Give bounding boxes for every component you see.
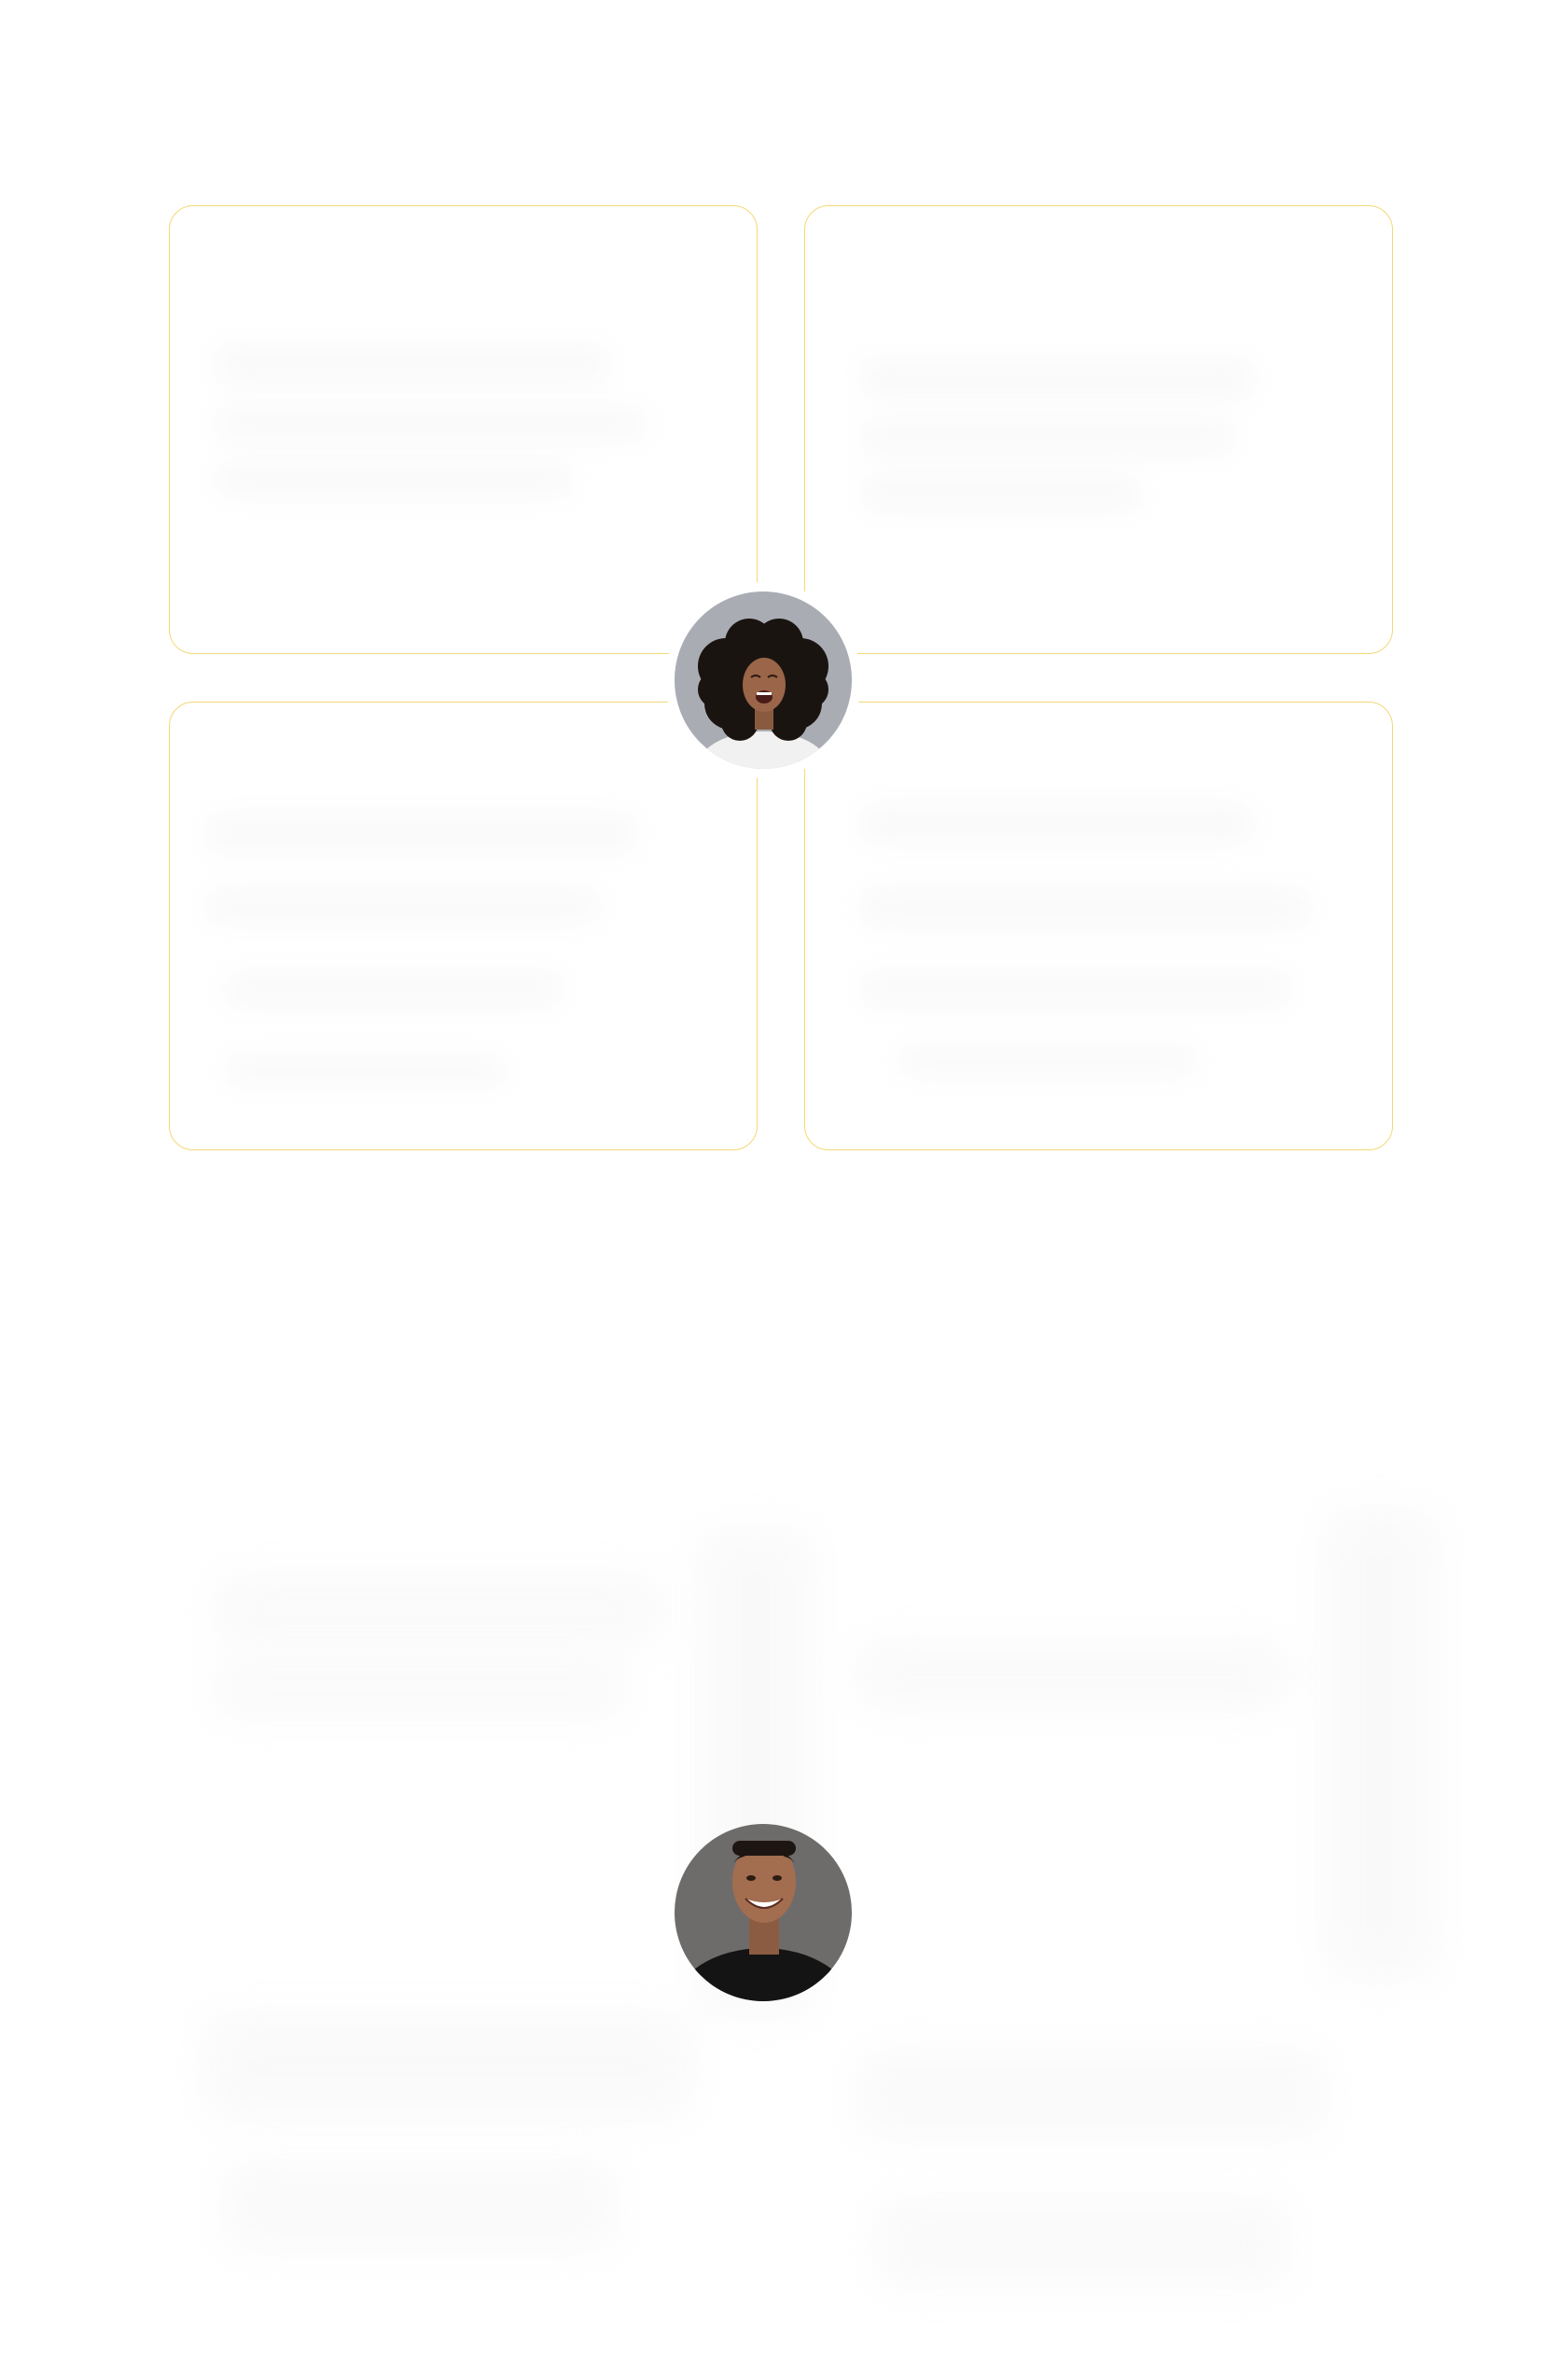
card-placeholder [216,463,571,496]
card-placeholder [861,889,1309,926]
woman-portrait-avatar-icon [675,592,852,769]
card-placeholder [216,407,646,440]
card-placeholder [207,889,599,923]
card-placeholder [898,1048,1197,1076]
testimonial-card-bottom-right [804,702,1393,1150]
faded-content-block [877,2202,1288,2286]
testimonial-card-top-right [804,205,1393,654]
card-placeholder [207,814,636,852]
faded-content-block [858,2053,1325,2136]
card-placeholder [226,1057,506,1085]
faded-content-block [215,1577,662,1642]
faded-content-block [224,2164,616,2248]
testimonial-card-bottom-left [169,702,758,1150]
faded-content-block [858,1642,1288,1707]
card-placeholder [861,360,1253,397]
testimonial-card-top-left [169,205,758,654]
faded-content-block [205,2015,690,2118]
card-placeholder [226,973,562,1007]
card-placeholder [861,421,1234,454]
faded-content-block [215,1661,625,1717]
card-placeholder [861,477,1141,510]
faded-content-block [1325,1511,1437,1978]
card-placeholder [216,346,608,383]
man-portrait-avatar-icon [675,1824,852,2001]
card-placeholder [861,805,1253,842]
card-placeholder [861,973,1290,1007]
